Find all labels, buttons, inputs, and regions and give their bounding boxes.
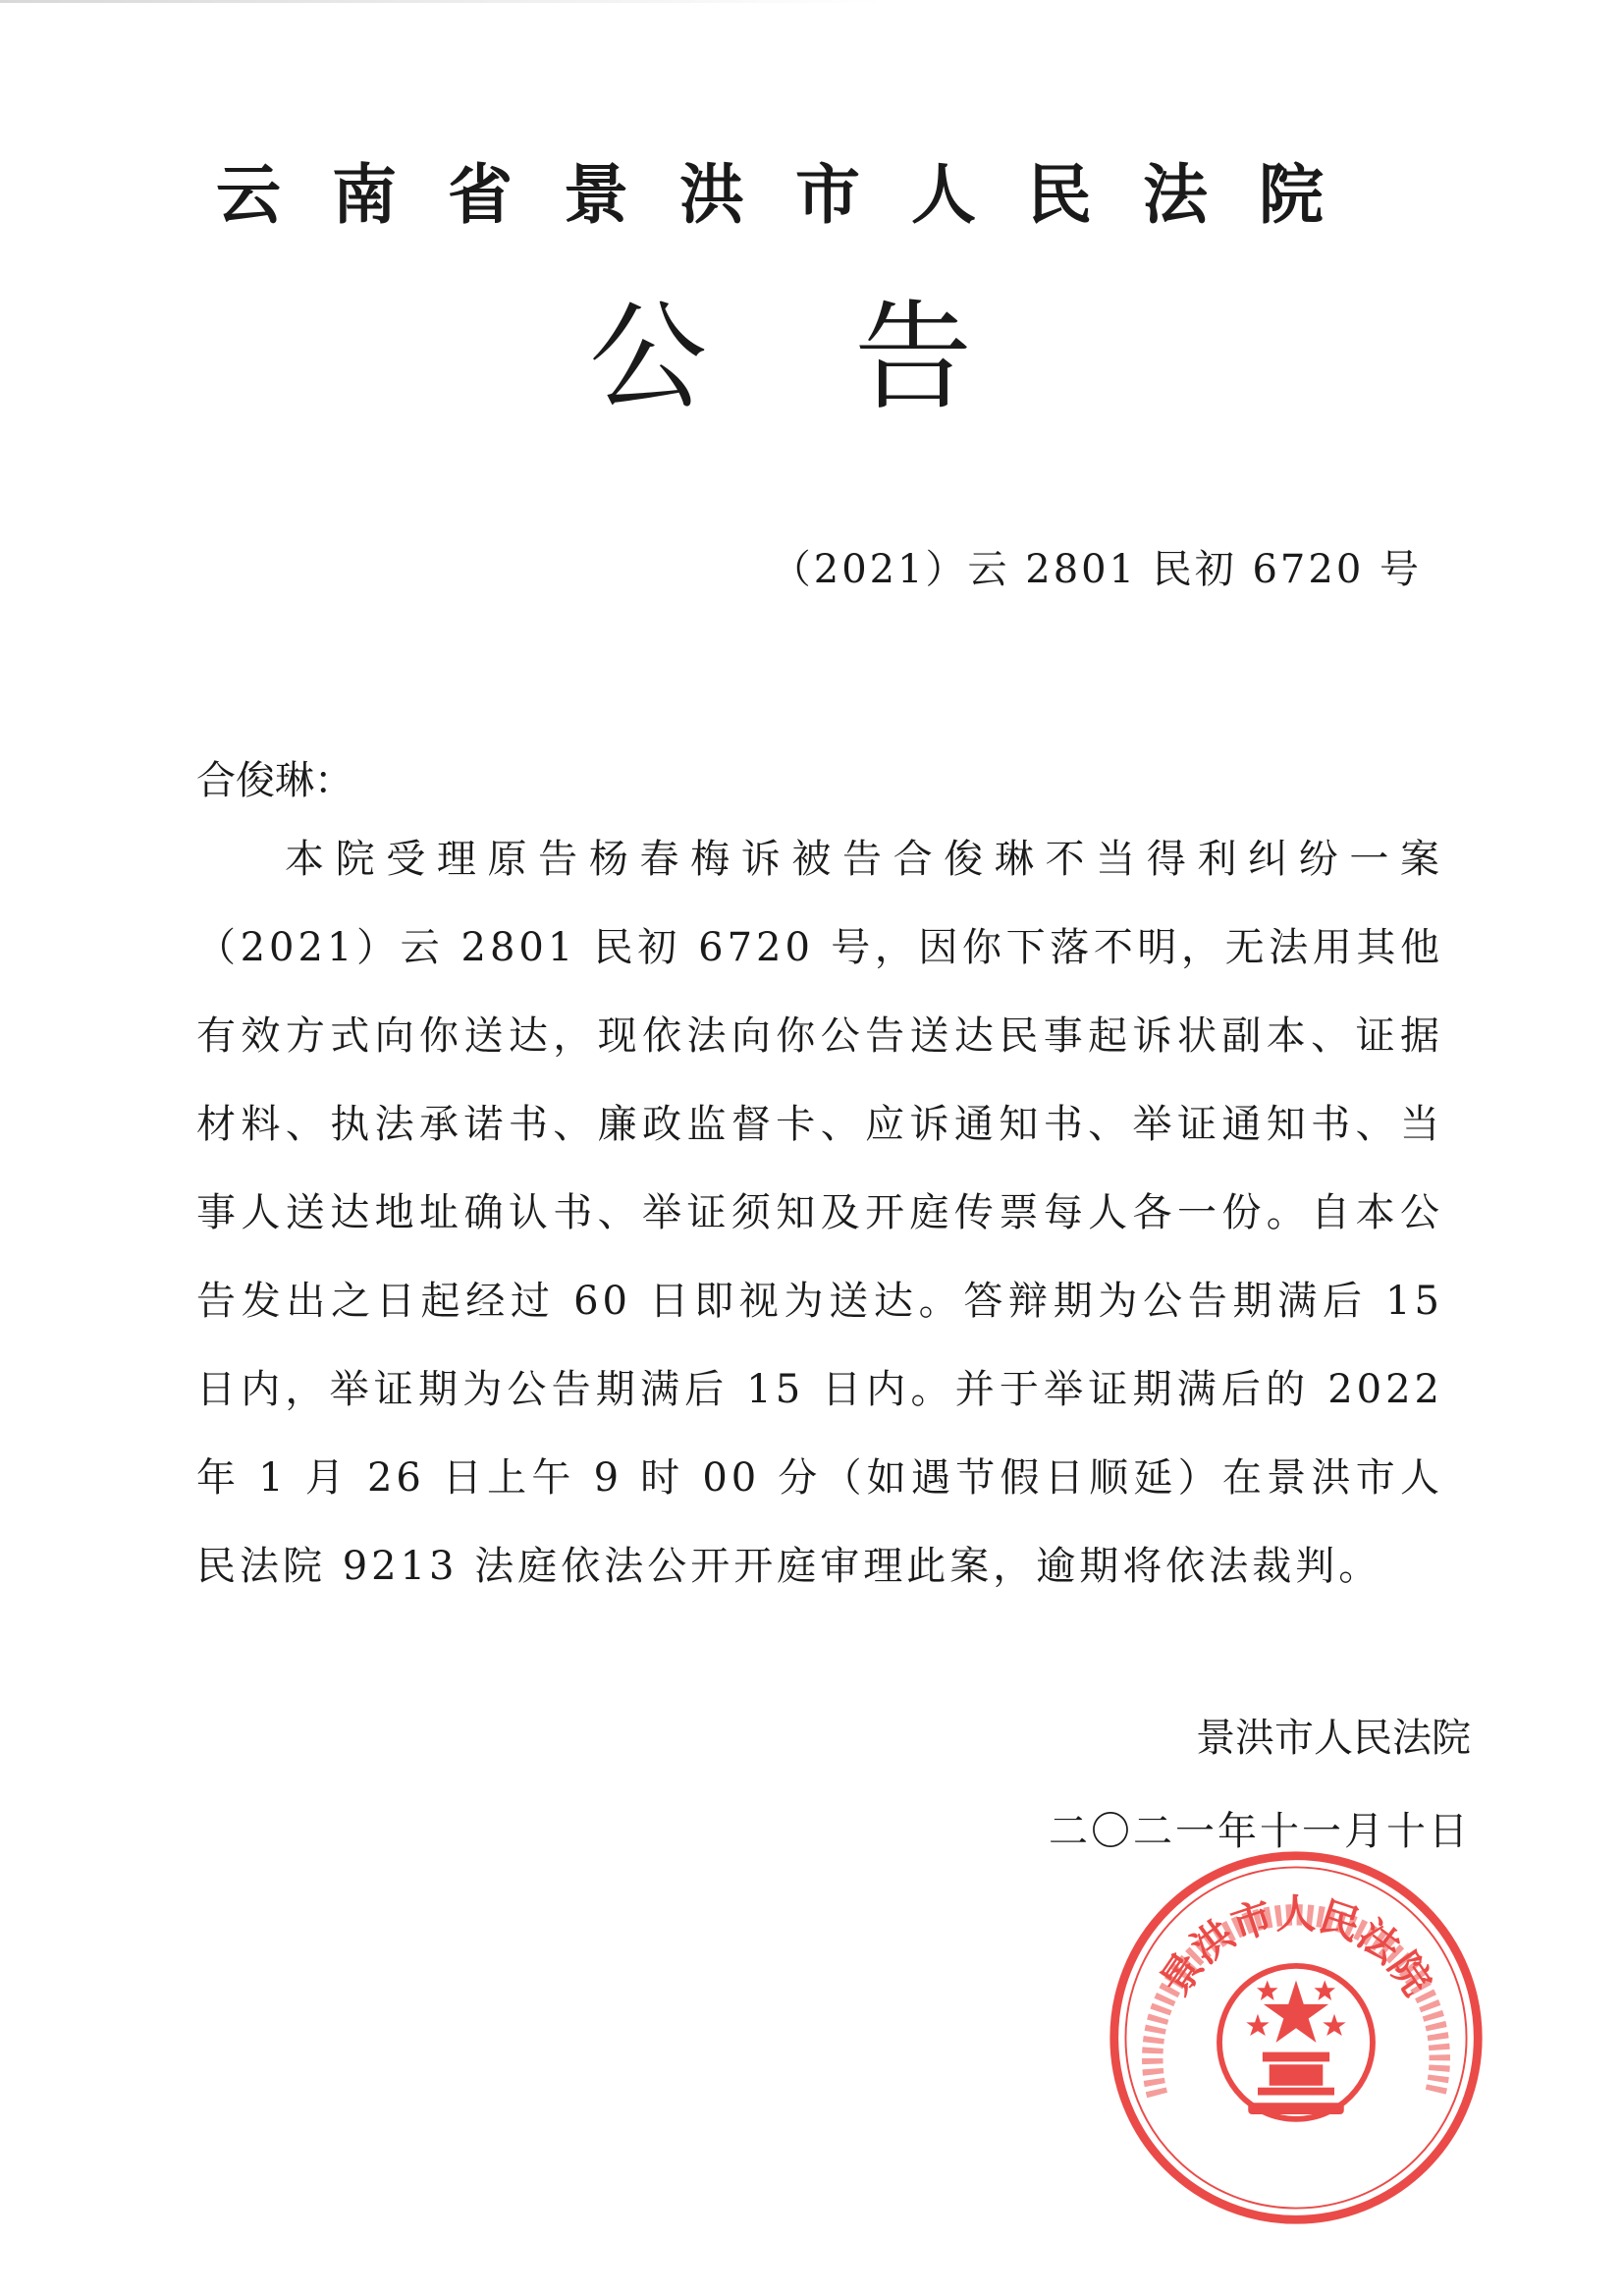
scan-edge bbox=[0, 0, 884, 3]
issue-date: 二〇二一年十一月十日 bbox=[1049, 1809, 1471, 1854]
issuer-signature: 景洪市人民法院 bbox=[1196, 1716, 1471, 1761]
court-name-heading: 云南省景洪市人民法院 bbox=[216, 156, 1375, 233]
seal-text: 景洪市人民法院 bbox=[1151, 1889, 1441, 2004]
announcement-body: 本院受理原告杨春梅诉被告合俊琳不当得利纠纷一案（2021）云 2801 民初 6720 号，因你下落不明，无法用其他有效方式向你送达，现依法向你公告送达民事起诉状副本、证据材料、执法承诺书、廉政监督卡、应诉通知书、举证通知书、当事人送达地址确认书、举证须知及开庭传票每人各一份。自本公告发出之日起经过 60 日即视为送达。答辩期为公告期满后 15 日内，举证期为公告期满后 15 日内。并于举证期满后的 2022 年 1 月 26 日上午 9 时 00 分（如遇节假日顺延）在景洪市人民法院 9213 法庭依法公开开庭审理此案，逾期将依法裁判。 bbox=[196, 837, 1443, 1589]
court-seal-stamp bbox=[1105, 1846, 1488, 2229]
addressee: 合俊琳： bbox=[196, 758, 353, 803]
document-title: 公告 bbox=[589, 290, 1119, 426]
case-number: （2021）云 2801 民初 6720 号 bbox=[771, 547, 1422, 592]
seal-emblem bbox=[1219, 1966, 1373, 2119]
